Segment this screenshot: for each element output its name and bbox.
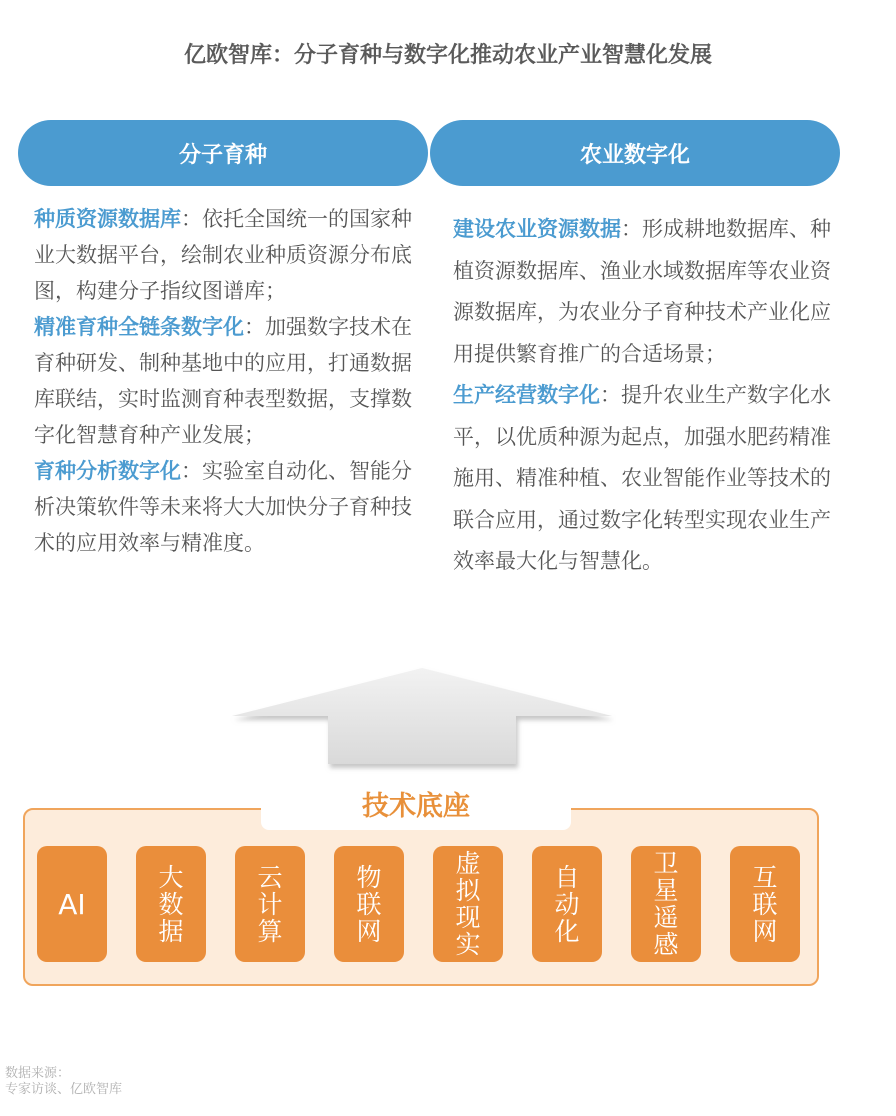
tile-automation: 自动化 bbox=[532, 846, 602, 962]
term-agri-resource-data: 建设农业资源数据 bbox=[453, 217, 621, 241]
left-column-text bbox=[34, 201, 426, 561]
data-source-text: 专家访谈、亿欧智库 bbox=[5, 1082, 123, 1097]
term-precision-breeding: 精准育种全链条数字化 bbox=[34, 315, 244, 339]
heading-agri-digitalization: 农业数字化 bbox=[430, 120, 840, 186]
tile-internet: 互联网 bbox=[730, 846, 800, 962]
heading-molecular-breeding: 分子育种 bbox=[18, 120, 428, 186]
tile-virtual-reality: 虚拟现实 bbox=[433, 846, 503, 962]
term-breeding-analysis: 育种分析数字化 bbox=[34, 459, 181, 483]
up-arrow-icon bbox=[228, 664, 616, 774]
desc-agri-resource-data: ：形成耕地数据库、种植资源数据库、渔业水域数据库等农业资源数据库，为农业分子育种技术产业化应用提供繁育推广的合适场景； bbox=[453, 217, 831, 366]
tile-ai: AI bbox=[37, 846, 107, 962]
tile-satellite-remote-sensing: 卫星遥感 bbox=[631, 846, 701, 962]
desc-precision-breeding: ：加强数字技术在育种研发、制种基地中的应用，打通数据库联结，实时监测育种表型数据，支撑数字化智慧育种产业发展； bbox=[34, 315, 412, 447]
tech-base-title: 技术底座 bbox=[261, 776, 571, 830]
tile-big-data: 大数据 bbox=[136, 846, 206, 962]
data-source bbox=[5, 1066, 305, 1098]
desc-production-digitalization: ：提升农业生产数字化水平，以优质种源为起点，加强水肥药精准施用、精准种植、农业智能作业等技术的联合应用，通过数字化转型实现农业生产效率最大化与智慧化。 bbox=[453, 383, 831, 573]
tile-iot: 物联网 bbox=[334, 846, 404, 962]
desc-breeding-analysis: ：实验室自动化、智能分析决策软件等未来将大大加快分子育种技术的应用效率与精准度。 bbox=[34, 459, 412, 555]
term-germplasm-database: 种质资源数据库 bbox=[34, 207, 181, 231]
tile-cloud-computing: 云计算 bbox=[235, 846, 305, 962]
desc-germplasm-database: ：依托全国统一的国家种业大数据平台，绘制农业种质资源分布底图，构建分子指纹图谱库； bbox=[34, 207, 412, 303]
data-source-label: 数据来源： bbox=[5, 1066, 71, 1081]
right-column-text bbox=[453, 209, 845, 583]
page-title: 亿欧智库：分子育种与数字化推动农业产业智慧化发展 bbox=[183, 43, 712, 68]
term-production-digitalization: 生产经营数字化 bbox=[453, 383, 600, 407]
